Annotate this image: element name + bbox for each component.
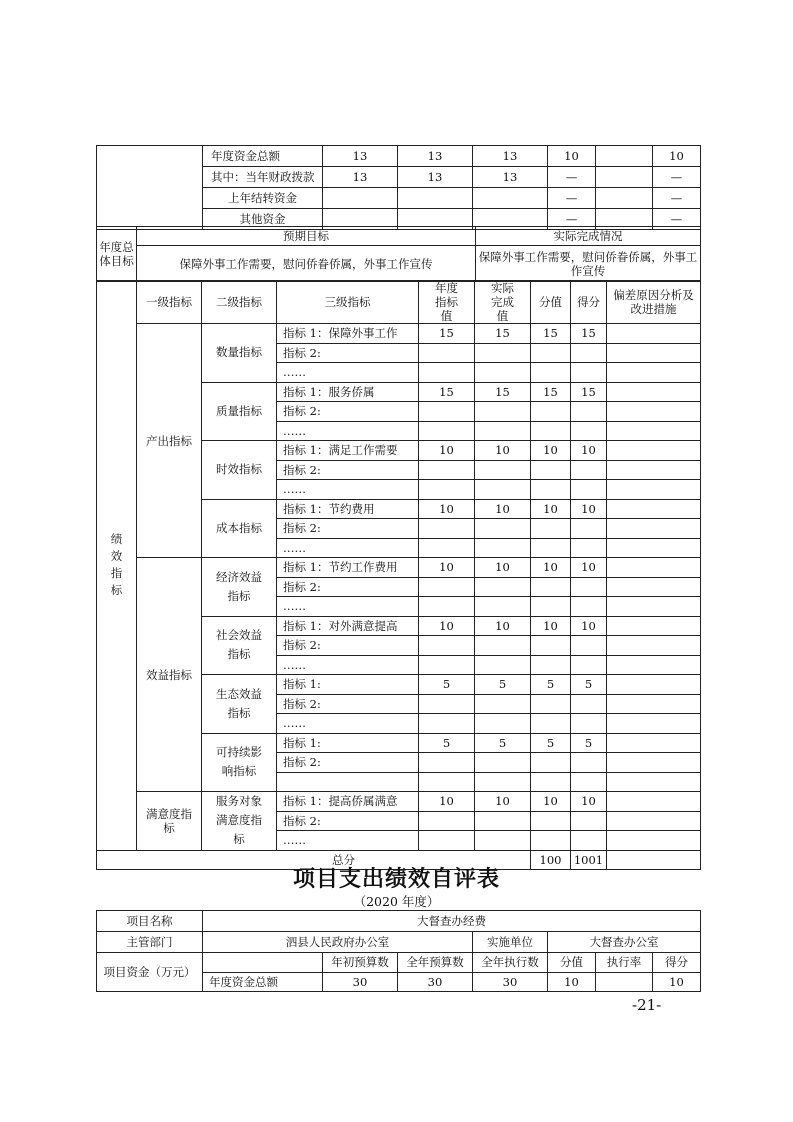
perf-cell-score	[571, 753, 607, 773]
col-budget-full: 全年预算数	[398, 953, 473, 973]
h-reason: 偏差原因分析及改进措施	[607, 281, 701, 324]
perf-cell-score	[571, 480, 607, 500]
funds-row-label: 年度资金总额	[203, 146, 323, 167]
perf-cell-actual: 15	[475, 382, 531, 402]
perf-cell-actual	[475, 343, 531, 363]
perf-cell-annual	[419, 753, 475, 773]
perf-cell-score: 10	[571, 441, 607, 461]
funds-cell-c2: 13	[398, 146, 473, 167]
perf-table	[96, 280, 701, 870]
perf-cell-score-val	[531, 831, 571, 851]
h-score-val: 分值	[531, 281, 571, 324]
level1-cell: 满意度指标	[137, 792, 202, 851]
perf-cell-reason	[607, 655, 701, 675]
perf-cell-actual	[475, 538, 531, 558]
perf-cell-actual	[475, 753, 531, 773]
level2-cell: 服务对象满意度指标	[202, 792, 277, 851]
total-label: 总分	[97, 850, 531, 869]
perf-cell-score: 10	[571, 616, 607, 636]
funds-cell-c1	[323, 188, 398, 209]
perf-cell-reason	[607, 460, 701, 480]
perf-cell-reason	[607, 753, 701, 773]
form-title: 项目支出绩效自评表	[292, 867, 500, 892]
perf-cell-annual	[419, 538, 475, 558]
perf-cell-annual	[419, 363, 475, 383]
perf-cell-reason	[607, 675, 701, 695]
perf-cell-actual	[475, 363, 531, 383]
perf-cell-score	[571, 460, 607, 480]
project-name-label: 项目名称	[97, 911, 203, 932]
funds-cell-rate	[596, 167, 653, 188]
level3-cell: ……	[277, 363, 419, 383]
perf-cell-reason	[607, 616, 701, 636]
level3-cell	[277, 772, 419, 792]
perf-cell-score-val	[531, 753, 571, 773]
v-begin: 30	[323, 972, 398, 992]
perf-cell-score: 10	[571, 792, 607, 812]
v-exec: 30	[473, 972, 548, 992]
level3-cell: ……	[277, 480, 419, 500]
perf-cell-reason	[607, 811, 701, 831]
perf-row	[97, 792, 701, 812]
perf-cell-score-val	[531, 402, 571, 422]
perf-cell-actual	[475, 636, 531, 656]
perf-label	[97, 281, 137, 851]
perf-cell-annual: 10	[419, 792, 475, 812]
perf-cell-annual	[419, 343, 475, 363]
perf-cell-reason	[607, 519, 701, 539]
level3-cell: 指标 1：提高侨属满意	[277, 792, 419, 812]
perf-header-row	[97, 281, 701, 324]
funds-blank-cell	[97, 146, 203, 230]
funds-cell-score_val: —	[548, 209, 596, 230]
col-score-val: 分值	[548, 953, 596, 973]
level2-cell: 数量指标	[202, 324, 277, 383]
level3-cell: 指标 1：满足工作需要	[277, 441, 419, 461]
perf-cell-score-val	[531, 636, 571, 656]
perf-cell-reason	[607, 733, 701, 753]
perf-cell-actual	[475, 421, 531, 441]
perf-cell-annual	[419, 714, 475, 734]
perf-cell-score-val	[531, 811, 571, 831]
perf-cell-annual	[419, 597, 475, 617]
perf-cell-actual: 15	[475, 324, 531, 344]
perf-cell-annual	[419, 811, 475, 831]
perf-cell-score-val	[531, 363, 571, 383]
perf-cell-actual: 10	[475, 558, 531, 578]
perf-cell-actual	[475, 811, 531, 831]
level3-cell: ……	[277, 538, 419, 558]
perf-cell-actual	[475, 460, 531, 480]
perf-cell-annual: 10	[419, 616, 475, 636]
level3-cell: 指标 2:	[277, 811, 419, 831]
perf-cell-annual: 5	[419, 675, 475, 695]
level1-cell: 效益指标	[137, 558, 202, 792]
perf-row	[97, 324, 701, 344]
perf-cell-score	[571, 636, 607, 656]
perf-cell-reason	[607, 324, 701, 344]
perf-cell-actual: 10	[475, 441, 531, 461]
perf-cell-score-val: 10	[531, 441, 571, 461]
funds-row-label: 其中：当年财政拨款	[203, 167, 323, 188]
perf-cell-score-val	[531, 538, 571, 558]
perf-cell-actual: 10	[475, 792, 531, 812]
perf-cell-score-val	[531, 694, 571, 714]
level3-cell: 指标 2:	[277, 753, 419, 773]
col-rate: 执行率	[596, 953, 653, 973]
goals-label: 年度总体目标	[97, 227, 137, 282]
perf-cell-actual: 5	[475, 733, 531, 753]
level3-cell: ……	[277, 597, 419, 617]
level3-cell: 指标 1：保障外事工作	[277, 324, 419, 344]
perf-cell-actual	[475, 694, 531, 714]
perf-cell-score-val	[531, 714, 571, 734]
expected-header: 预期目标	[137, 227, 476, 246]
perf-cell-score-val: 10	[531, 499, 571, 519]
perf-cell-annual: 5	[419, 733, 475, 753]
perf-cell-reason	[607, 772, 701, 792]
h-annual: 年度指标值	[419, 281, 475, 324]
perf-cell-actual	[475, 519, 531, 539]
perf-cell-score	[571, 421, 607, 441]
perf-cell-actual	[475, 772, 531, 792]
level2-cell: 时效指标	[202, 441, 277, 500]
funds-cell-rate	[596, 146, 653, 167]
perf-cell-score-val	[531, 480, 571, 500]
v-score: 10	[653, 972, 701, 992]
level3-cell: 指标 2:	[277, 460, 419, 480]
perf-cell-score-val: 5	[531, 733, 571, 753]
perf-cell-actual	[475, 831, 531, 851]
perf-cell-annual	[419, 831, 475, 851]
level3-cell: 指标 1:	[277, 675, 419, 695]
perf-cell-annual	[419, 772, 475, 792]
perf-cell-score	[571, 597, 607, 617]
perf-cell-score-val	[531, 460, 571, 480]
perf-cell-reason	[607, 441, 701, 461]
perf-cell-score	[571, 519, 607, 539]
perf-row	[97, 558, 701, 578]
funds-cell-rate	[596, 188, 653, 209]
perf-cell-annual: 15	[419, 324, 475, 344]
perf-cell-score-val: 10	[531, 792, 571, 812]
perf-cell-score-val: 10	[531, 558, 571, 578]
perf-cell-annual: 10	[419, 441, 475, 461]
funds-body	[97, 146, 701, 230]
col-score: 得分	[653, 953, 701, 973]
funds-cell-score_val: —	[548, 188, 596, 209]
level3-cell: 指标 2:	[277, 577, 419, 597]
perf-cell-score-val	[531, 421, 571, 441]
level3-cell: ……	[277, 655, 419, 675]
actual-header: 实际完成情况	[476, 227, 701, 246]
actual-text: 保障外事工作需要，慰问侨眷侨属，外事工作宣传	[476, 246, 701, 282]
project-name: 大督查办经费	[203, 911, 701, 932]
level1-cell: 产出指标	[137, 324, 202, 558]
perf-body	[97, 281, 701, 870]
level3-cell: 指标 2:	[277, 694, 419, 714]
level3-cell: ……	[277, 831, 419, 851]
dept-value: 泗县人民政府办公室	[203, 932, 473, 953]
level3-cell: ……	[277, 714, 419, 734]
perf-cell-score	[571, 694, 607, 714]
perf-cell-annual	[419, 460, 475, 480]
perf-cell-score	[571, 402, 607, 422]
perf-cell-score: 5	[571, 733, 607, 753]
level3-cell: 指标 2:	[277, 402, 419, 422]
perf-cell-actual: 5	[475, 675, 531, 695]
funds-cell-score_val: —	[548, 167, 596, 188]
perf-cell-actual	[475, 480, 531, 500]
perf-cell-reason	[607, 421, 701, 441]
perf-cell-actual: 10	[475, 499, 531, 519]
h-l1: 一级指标	[137, 281, 202, 324]
level2-cell: 成本指标	[202, 499, 277, 558]
perf-cell-actual: 10	[475, 616, 531, 636]
funds-cell-score: 10	[653, 146, 701, 167]
perf-cell-reason	[607, 480, 701, 500]
impl-value: 大督查办公室	[548, 932, 701, 953]
perf-cell-actual	[475, 402, 531, 422]
perf-cell-annual	[419, 519, 475, 539]
perf-cell-annual: 10	[419, 558, 475, 578]
funds-cell-score: —	[653, 209, 701, 230]
perf-cell-reason	[607, 792, 701, 812]
funds-label: 项目资金（万元）	[97, 953, 203, 992]
total-score: 1001	[571, 850, 607, 869]
perf-cell-reason	[607, 636, 701, 656]
top-funds-table	[96, 145, 701, 230]
level3-cell: 指标 2:	[277, 519, 419, 539]
goals-table	[96, 226, 701, 282]
perf-cell-score	[571, 343, 607, 363]
perf-cell-score: 15	[571, 324, 607, 344]
level3-cell: 指标 1：节约费用	[277, 499, 419, 519]
perf-cell-actual	[475, 597, 531, 617]
perf-cell-score	[571, 655, 607, 675]
perf-cell-score: 15	[571, 382, 607, 402]
level3-cell: 指标 2:	[277, 343, 419, 363]
perf-cell-score	[571, 538, 607, 558]
impl-label: 实施单位	[473, 932, 548, 953]
h-actual: 实际完成值	[475, 281, 531, 324]
perf-cell-score-val	[531, 597, 571, 617]
perf-cell-reason	[607, 714, 701, 734]
perf-cell-reason	[607, 831, 701, 851]
row-label: 年度资金总额	[203, 972, 323, 992]
perf-cell-score	[571, 811, 607, 831]
level2-cell: 可持续影响指标	[202, 733, 277, 792]
dept-label: 主管部门	[97, 932, 203, 953]
funds-cell-c1: 13	[323, 167, 398, 188]
level3-cell: 指标 1:	[277, 733, 419, 753]
col-exec: 全年执行数	[473, 953, 548, 973]
perf-cell-reason	[607, 343, 701, 363]
perf-cell-annual	[419, 636, 475, 656]
perf-cell-reason	[607, 558, 701, 578]
h-l3: 三级指标	[277, 281, 419, 324]
level2-cell: 生态效益指标	[202, 675, 277, 734]
perf-cell-score-val	[531, 519, 571, 539]
project-table	[96, 910, 701, 992]
funds-cell-c3	[473, 188, 548, 209]
perf-cell-score	[571, 714, 607, 734]
total-score-val: 100	[531, 850, 571, 869]
perf-cell-annual	[419, 480, 475, 500]
perf-cell-reason	[607, 577, 701, 597]
h-l2: 二级指标	[202, 281, 277, 324]
funds-cell-score: —	[653, 188, 701, 209]
perf-cell-score	[571, 831, 607, 851]
level2-cell: 经济效益指标	[202, 558, 277, 617]
h-score: 得分	[571, 281, 607, 324]
perf-cell-reason	[607, 597, 701, 617]
perf-cell-score: 10	[571, 499, 607, 519]
perf-cell-annual: 15	[419, 382, 475, 402]
funds-cell-c3: 13	[473, 167, 548, 188]
v-full: 30	[398, 972, 473, 992]
form-subtitle: （2020 年度）	[353, 894, 440, 909]
perf-cell-score: 5	[571, 675, 607, 695]
perf-cell-reason	[607, 499, 701, 519]
level3-cell: 指标 2:	[277, 636, 419, 656]
funds-cell-c2: 13	[398, 167, 473, 188]
perf-cell-score-val: 15	[531, 324, 571, 344]
perf-cell-score-val: 5	[531, 675, 571, 695]
level2-cell: 质量指标	[202, 382, 277, 441]
level3-cell: 指标 1：对外满意提高	[277, 616, 419, 636]
v-rate	[596, 972, 653, 992]
funds-cell-c1: 13	[323, 146, 398, 167]
perf-cell-reason	[607, 694, 701, 714]
perf-cell-annual	[419, 694, 475, 714]
perf-cell-score-val	[531, 343, 571, 363]
funds-row-label: 上年结转资金	[203, 188, 323, 209]
perf-cell-reason	[607, 363, 701, 383]
perf-cell-score	[571, 772, 607, 792]
perf-cell-annual	[419, 577, 475, 597]
perf-cell-score	[571, 577, 607, 597]
funds-cell-c2	[398, 188, 473, 209]
funds-cell-score_val: 10	[548, 146, 596, 167]
expected-text: 保障外事工作需要，慰问侨眷侨属，外事工作宣传	[137, 246, 476, 282]
perf-cell-score-val: 15	[531, 382, 571, 402]
page-number: -21-	[632, 996, 662, 1014]
perf-cell-score-val: 10	[531, 616, 571, 636]
perf-cell-reason	[607, 402, 701, 422]
perf-cell-annual	[419, 402, 475, 422]
perf-cell-actual	[475, 577, 531, 597]
perf-cell-annual	[419, 655, 475, 675]
funds-row-label: 其他资金	[203, 209, 323, 230]
perf-cell-annual	[419, 421, 475, 441]
level3-cell: 指标 1：节约工作费用	[277, 558, 419, 578]
perf-cell-actual	[475, 714, 531, 734]
level3-cell: ……	[277, 421, 419, 441]
perf-cell-actual	[475, 655, 531, 675]
perf-cell-reason	[607, 382, 701, 402]
funds-row	[97, 146, 701, 167]
perf-label-text: 绩效指标	[110, 532, 123, 598]
level2-cell: 社会效益指标	[202, 616, 277, 675]
perf-cell-reason	[607, 538, 701, 558]
perf-cell-score-val	[531, 655, 571, 675]
perf-cell-score-val	[531, 577, 571, 597]
perf-cell-score	[571, 363, 607, 383]
perf-cell-annual: 10	[419, 499, 475, 519]
v-score-val: 10	[548, 972, 596, 992]
funds-cell-c3: 13	[473, 146, 548, 167]
funds-cell-score: —	[653, 167, 701, 188]
level3-cell: 指标 1：服务侨属	[277, 382, 419, 402]
perf-cell-score-val	[531, 772, 571, 792]
perf-cell-score: 10	[571, 558, 607, 578]
col-budget-begin: 年初预算数	[323, 953, 398, 973]
